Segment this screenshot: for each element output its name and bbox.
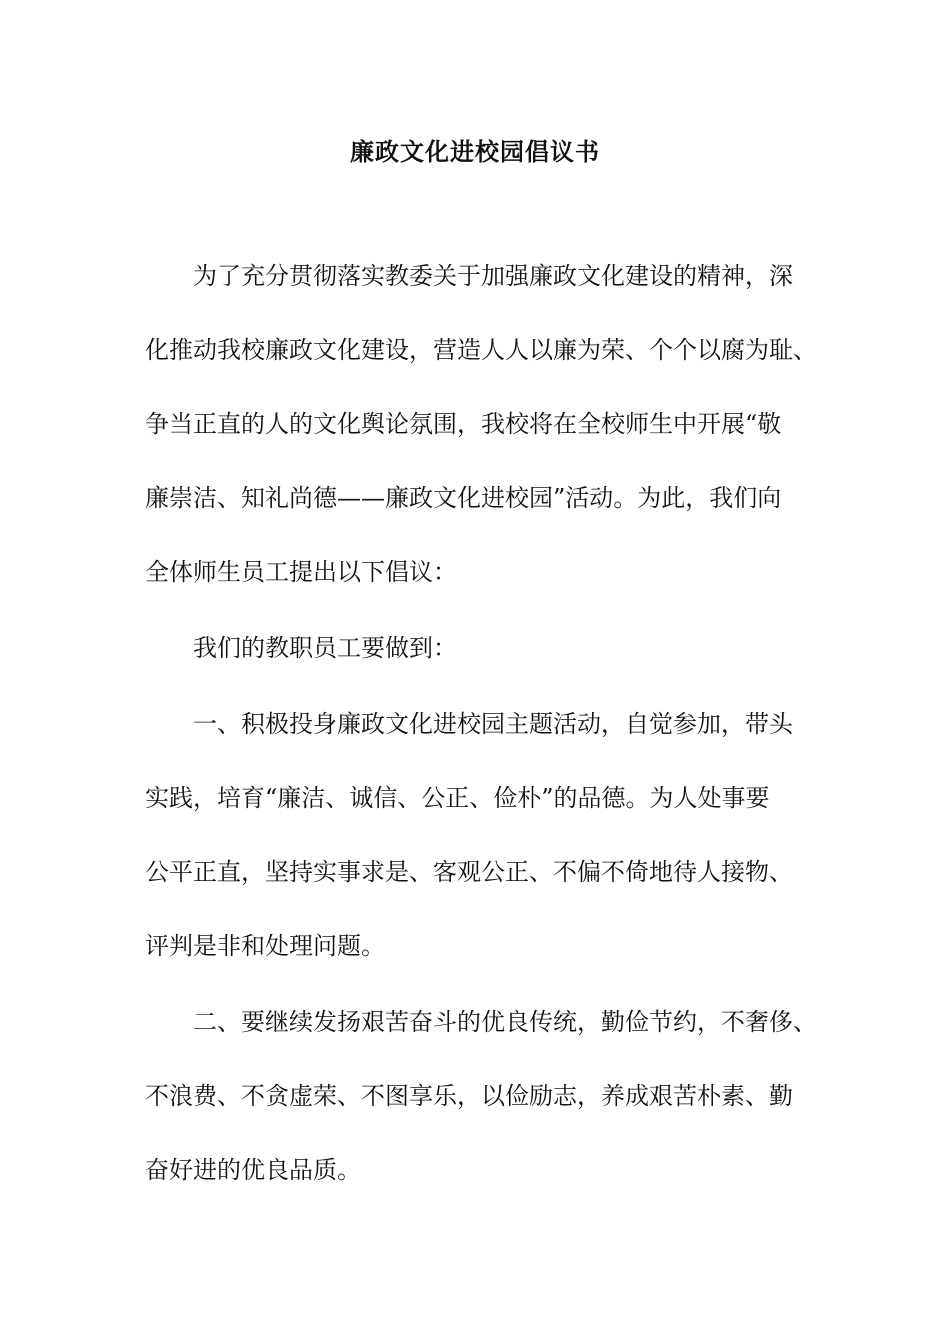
paragraph-line-12: 不浪费、不贪虚荣、不图享乐，以俭励志，养成艰苦朴素、勤 bbox=[145, 1082, 793, 1110]
paragraph-line-11: 二、要继续发扬艰苦奋斗的优良传统，勤俭节约，不奢侈、 bbox=[193, 1008, 817, 1036]
paragraph-line-10: 评判是非和处理问题。 bbox=[145, 932, 385, 960]
paragraph-line-5: 全体师生员工提出以下倡议： bbox=[145, 558, 457, 586]
paragraph-line-8: 实践，培育“廉洁、诚信、公正、俭朴”的品德。为人处事要 bbox=[145, 784, 770, 812]
paragraph-line-7: 一、积极投身廉政文化进校园主题活动，自觉参加，带头 bbox=[193, 710, 793, 738]
paragraph-line-2: 化推动我校廉政文化建设，营造人人以廉为荣、个个以腐为耻、 bbox=[145, 336, 817, 364]
paragraph-line-6: 我们的教职员工要做到： bbox=[193, 634, 457, 662]
paragraph-line-1: 为了充分贯彻落实教委关于加强廉政文化建设的精神，深 bbox=[193, 262, 793, 290]
paragraph-line-4: 廉崇洁、知礼尚德——廉政文化进校园”活动。为此，我们向 bbox=[145, 484, 782, 512]
paragraph-line-3: 争当正直的人的文化舆论氛围，我校将在全校师生中开展“敬 bbox=[145, 410, 782, 438]
paragraph-line-13: 奋好进的优良品质。 bbox=[145, 1156, 361, 1184]
paragraph-line-9: 公平正直，坚持实事求是、客观公正、不偏不倚地待人接物、 bbox=[145, 858, 793, 886]
document-title: 廉政文化进校园倡议书 bbox=[350, 137, 600, 166]
